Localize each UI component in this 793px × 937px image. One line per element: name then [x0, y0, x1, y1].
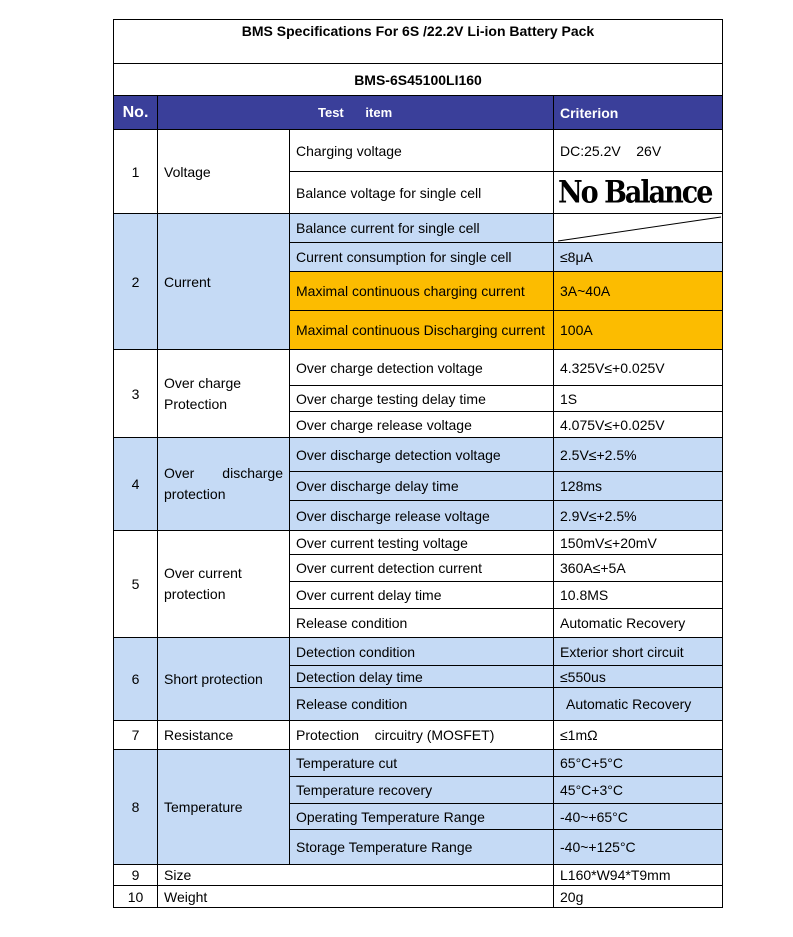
- header-no: No.: [114, 96, 158, 130]
- model-number: BMS-6S45100LI160: [114, 64, 723, 96]
- header-criterion: Criterion: [554, 96, 723, 130]
- row-item: Weight: [158, 886, 554, 908]
- row-number: 2: [114, 214, 158, 350]
- test-cell: Over current delay time: [290, 582, 554, 609]
- no-balance-stamp: No Balance: [558, 174, 712, 211]
- table-header: [114, 96, 723, 130]
- criterion-cell: 3A~40A: [554, 272, 723, 311]
- row-number: 8: [114, 750, 158, 865]
- row-item: Short protection: [158, 638, 290, 721]
- test-cell: Storage Temperature Range: [290, 830, 554, 865]
- document-title: BMS Specifications For 6S /22.2V Li-ion Battery Pack: [114, 20, 723, 64]
- criterion-cell: 100A: [554, 311, 723, 350]
- criterion-cell: ≤550us: [554, 666, 723, 688]
- test-cell: Temperature cut: [290, 750, 554, 777]
- row-item: Current: [158, 214, 290, 350]
- test-cell: Balance voltage for single cell: [290, 172, 554, 214]
- row-number: 5: [114, 531, 158, 638]
- criterion-cell: 4.075V≤+0.025V: [554, 412, 723, 438]
- test-cell: Maximal continuous charging current: [290, 272, 554, 311]
- criterion-cell: [554, 172, 723, 214]
- test-cell: Operating Temperature Range: [290, 804, 554, 830]
- test-cell: Current consumption for single cell: [290, 243, 554, 272]
- row-number: 1: [114, 130, 158, 214]
- criterion-cell: 1S: [554, 386, 723, 412]
- criterion-cell: 360A≤+5A: [554, 555, 723, 582]
- test-cell: Balance current for single cell: [290, 214, 554, 243]
- row-item: Over discharge protection: [158, 438, 290, 531]
- row-item: Over charge Protection: [158, 350, 290, 438]
- table-row: [114, 214, 723, 243]
- table-row: [114, 638, 723, 666]
- criterion-cell: 4.325V≤+0.025V: [554, 350, 723, 386]
- criterion-cell: 2.9V≤+2.5%: [554, 501, 723, 531]
- row-item: Resistance: [158, 721, 290, 750]
- table-row: [114, 750, 723, 777]
- test-cell: Over charge release voltage: [290, 412, 554, 438]
- test-cell: Maximal continuous Discharging current: [290, 311, 554, 350]
- test-cell: Release condition: [290, 609, 554, 638]
- test-cell: Protection circuitry (MOSFET): [290, 721, 554, 750]
- criterion-cell: 20g: [554, 886, 723, 908]
- table-row: [114, 721, 723, 750]
- table-row: [114, 350, 723, 386]
- test-cell: Detection delay time: [290, 666, 554, 688]
- criterion-cell: DC:25.2V 26V: [554, 130, 723, 172]
- header-test-item: Test item: [158, 96, 554, 130]
- table-row: [114, 130, 723, 172]
- criterion-cell: 10.8MS: [554, 582, 723, 609]
- test-cell: Over charge testing delay time: [290, 386, 554, 412]
- test-cell: Over current testing voltage: [290, 531, 554, 555]
- criterion-cell: 45°C+3°C: [554, 777, 723, 804]
- criterion-cell: Automatic Recovery: [554, 688, 723, 721]
- row-number: 10: [114, 886, 158, 908]
- row-item: Temperature: [158, 750, 290, 865]
- criterion-cell: [554, 214, 723, 243]
- test-cell: Temperature recovery: [290, 777, 554, 804]
- row-item: Voltage: [158, 130, 290, 214]
- row-number: 9: [114, 865, 158, 886]
- test-cell: Charging voltage: [290, 130, 554, 172]
- row-number: 3: [114, 350, 158, 438]
- criterion-cell: ≤8μA: [554, 243, 723, 272]
- diagonal-slash-mark: [554, 214, 723, 243]
- test-cell: Over discharge detection voltage: [290, 438, 554, 472]
- bms-spec-table: [113, 19, 723, 908]
- row-item: Size: [158, 865, 554, 886]
- row-item: Over current protection: [158, 531, 290, 638]
- test-cell: Release condition: [290, 688, 554, 721]
- test-cell: Over discharge release voltage: [290, 501, 554, 531]
- criterion-cell: 65°C+5°C: [554, 750, 723, 777]
- criterion-cell: ≤1mΩ: [554, 721, 723, 750]
- row-number: 7: [114, 721, 158, 750]
- table-row: [114, 886, 723, 908]
- criterion-cell: 150mV≤+20mV: [554, 531, 723, 555]
- criterion-cell: 2.5V≤+2.5%: [554, 438, 723, 472]
- table-row: [114, 865, 723, 886]
- test-cell: Over charge detection voltage: [290, 350, 554, 386]
- test-cell: Over discharge delay time: [290, 472, 554, 501]
- row-number: 4: [114, 438, 158, 531]
- criterion-cell: 128ms: [554, 472, 723, 501]
- table-row: [114, 438, 723, 472]
- criterion-cell: -40~+125°C: [554, 830, 723, 865]
- row-number: 6: [114, 638, 158, 721]
- criterion-cell: Automatic Recovery: [554, 609, 723, 638]
- criterion-cell: -40~+65°C: [554, 804, 723, 830]
- test-cell: Detection condition: [290, 638, 554, 666]
- criterion-cell: Exterior short circuit: [554, 638, 723, 666]
- criterion-cell: L160*W94*T9mm: [554, 865, 723, 886]
- test-cell: Over current detection current: [290, 555, 554, 582]
- table-row: [114, 531, 723, 555]
